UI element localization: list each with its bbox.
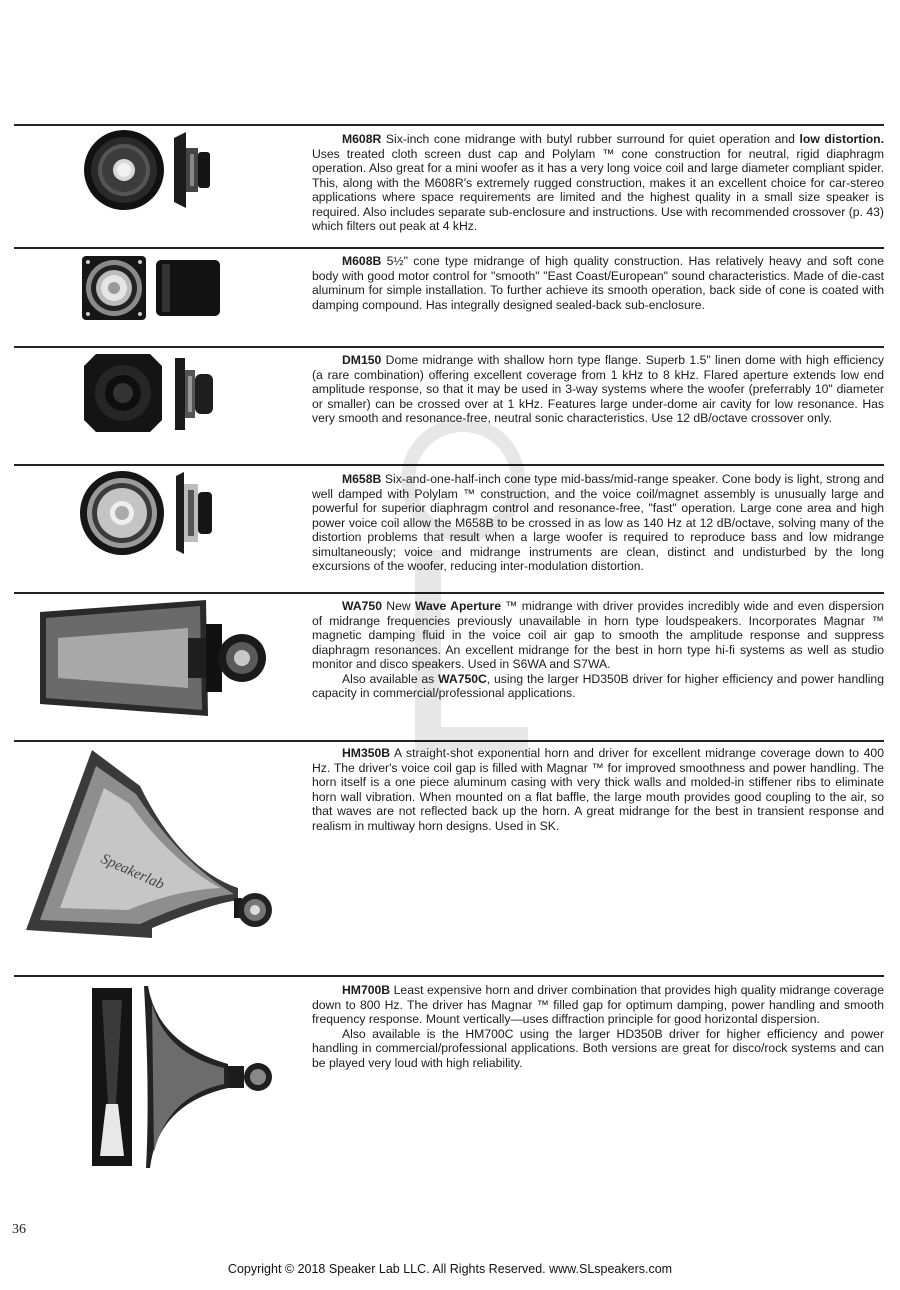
bold-phrase: WA750C — [438, 671, 487, 686]
hm700b-photo — [88, 984, 274, 1170]
m658b-photo — [78, 470, 218, 556]
hm350b-photo — [20, 748, 272, 940]
body-text: Also available is the HM700C using the larger HD350B driver for higher efficiency and power handling in commercial/professional applications. Both versions are great for disco/rock systems and can be played very loud with high reliability. — [312, 1026, 884, 1070]
entry-hm350b — [312, 746, 884, 833]
divider-rule — [14, 975, 884, 977]
divider-rule — [14, 346, 884, 348]
watermark-logo — [388, 420, 538, 750]
divider-rule — [14, 247, 884, 249]
entry-hm700b — [312, 983, 884, 1070]
body-text: Six-and-one-half-inch cone type mid-bass/mid-range speaker. Cone body is light, strong and well damped with Polylam ™ construction, and the voice coil/magnet assembly is unusually large and powerful for superior diaphragm control and resonance-free, "fast" operation. Large cone area and high power voice coil allow the M658B to be crossed in as low as 140 Hz at 12 dB/octave, solving many of the distortion problems that result when a large woofer is required to reproduce bass and low midrange simultaneously; voice and midrange instruments are clean, distinct and undisturbed by the long excursions of the woofer, reducing inter-modulation distortion. — [312, 472, 884, 573]
body-text: Six-inch cone midrange with butyl rubber surround for quiet operation and — [385, 132, 800, 146]
entry-paragraph — [312, 132, 884, 234]
model-name: HM700B — [342, 983, 391, 997]
model-name: M608B — [342, 254, 382, 268]
entry-m608b — [312, 254, 884, 312]
entry-paragraph — [312, 353, 884, 426]
body-text: Uses treated cloth screen dust cap and Polylam ™ cone construction for neutral, rigid diaphragm operation. Also great for a mini woofer as it has a very long voice coil and large diameter compliant spider. This, along with the M608R's extremely rugged construction, makes it an excellent choice for car-stereo applications where space requirements are limited and the highest quality in a small size speaker is required. Also includes separate sub-enclosure and instructions. Use with recommended crossover (p. 43) which filters out peak at 4 kHz. — [312, 146, 884, 233]
wa750-photo — [38, 598, 268, 720]
divider-rule — [14, 592, 884, 594]
copyright-notice: Copyright © 2018 Speaker Lab LLC. All Rights Reserved. www.SLspeakers.com — [227, 1262, 673, 1276]
model-name: DM150 — [342, 353, 382, 367]
entry-dm150 — [312, 353, 884, 426]
divider-rule — [14, 124, 884, 126]
entry-paragraph — [312, 983, 884, 1027]
bold-phrase: Wave Aperture — [414, 599, 501, 613]
body-text: Dome midrange with shallow horn type flange. Superb 1.5" linen dome with high efficiency (a rare combination) offering excellent coverage from 1 kHz to 8 kHz. Flared aperture extends low end amplitude response, so that it may be used in 3-way systems where the woofer (preferrably 10" diameter or smaller) can be crossed over at 1 kHz. Features large under-dome air cavity for low resonance. Has very smooth and resonance-free, neutral sonic characteristics. Use 12 dB/octave crossover only. — [312, 353, 885, 425]
entry-paragraph — [312, 599, 884, 672]
entry-paragraph-extra — [312, 672, 884, 701]
body-text: 5½" cone type midrange of high quality construction. Has relatively heavy and soft cone body with good motor control for "smooth" "East Coast/European" sound characteristics. Made of die-cast aluminum for simple installation. To further achieve its smooth operation, back side of cone is coated with damping compound. Has integrally designed sealed-back sub-enclosure. — [312, 254, 884, 312]
model-name: M608R — [342, 132, 382, 146]
horn-label: Speakerlab — [98, 851, 167, 894]
entry-m608r — [312, 132, 884, 234]
dm150-photo — [82, 352, 218, 436]
entry-paragraph — [312, 472, 884, 574]
body-text: A straight-shot exponential horn and driver for excellent midrange coverage down to 400 Hz. The driver's voice coil gap is filled with Magnar ™ for improved smoothness and power handling. The horn itself is a one piece aluminum casing with very thick walls and molded-in stiffener ribs to eliminate horn wall vibration. When mounted on a flat baffle, the large mouth provides good coupling to the air, so that waves are not reflected back up the horn. A great midrange for the best in transient response and realism in multiway horn designs. Used in SK. — [312, 746, 884, 833]
body-text: , using the larger HD350B driver for higher efficiency and power handling capacity in commercial/professional applications. — [312, 671, 884, 700]
body-text: New — [386, 599, 415, 613]
model-name: M658B — [342, 472, 382, 486]
body-text: Also available as — [342, 671, 439, 686]
entry-m658b — [312, 472, 884, 574]
bold-phrase: low distortion. — [799, 132, 884, 146]
model-name: WA750 — [342, 599, 382, 613]
entry-paragraph-extra — [312, 1027, 884, 1071]
m608r-photo — [82, 128, 217, 214]
entry-paragraph — [312, 746, 884, 833]
page-number: 36 — [12, 1222, 26, 1237]
body-text: ™ midrange with driver provides incredibly wide and even dispersion of midrange frequencies previously unavailable in horn type loudspeakers. Incorporates Magnar ™ magnetic damping fluid in the voice coil air gap to smooth the amplitude response and suppress diaphragm resonances. An excellent midrange for the best in horn type hi-fi systems as well as studio monitor and disco speakers. Used in S6WA and S7WA. — [312, 599, 885, 671]
divider-rule — [14, 740, 884, 742]
body-text: Least expensive horn and driver combination that provides high quality midrange coverage down to 800 Hz. The driver has Magnar ™ filled gap for optimum damping, power handling and smooth frequency response. Mount vertically—uses diffraction principle for good horizontal dispersion. — [312, 983, 884, 1026]
model-name: HM350B — [342, 746, 391, 760]
divider-rule — [14, 464, 884, 466]
m608b-photo — [80, 254, 222, 322]
entry-paragraph — [312, 254, 884, 312]
entry-wa750 — [312, 599, 884, 701]
